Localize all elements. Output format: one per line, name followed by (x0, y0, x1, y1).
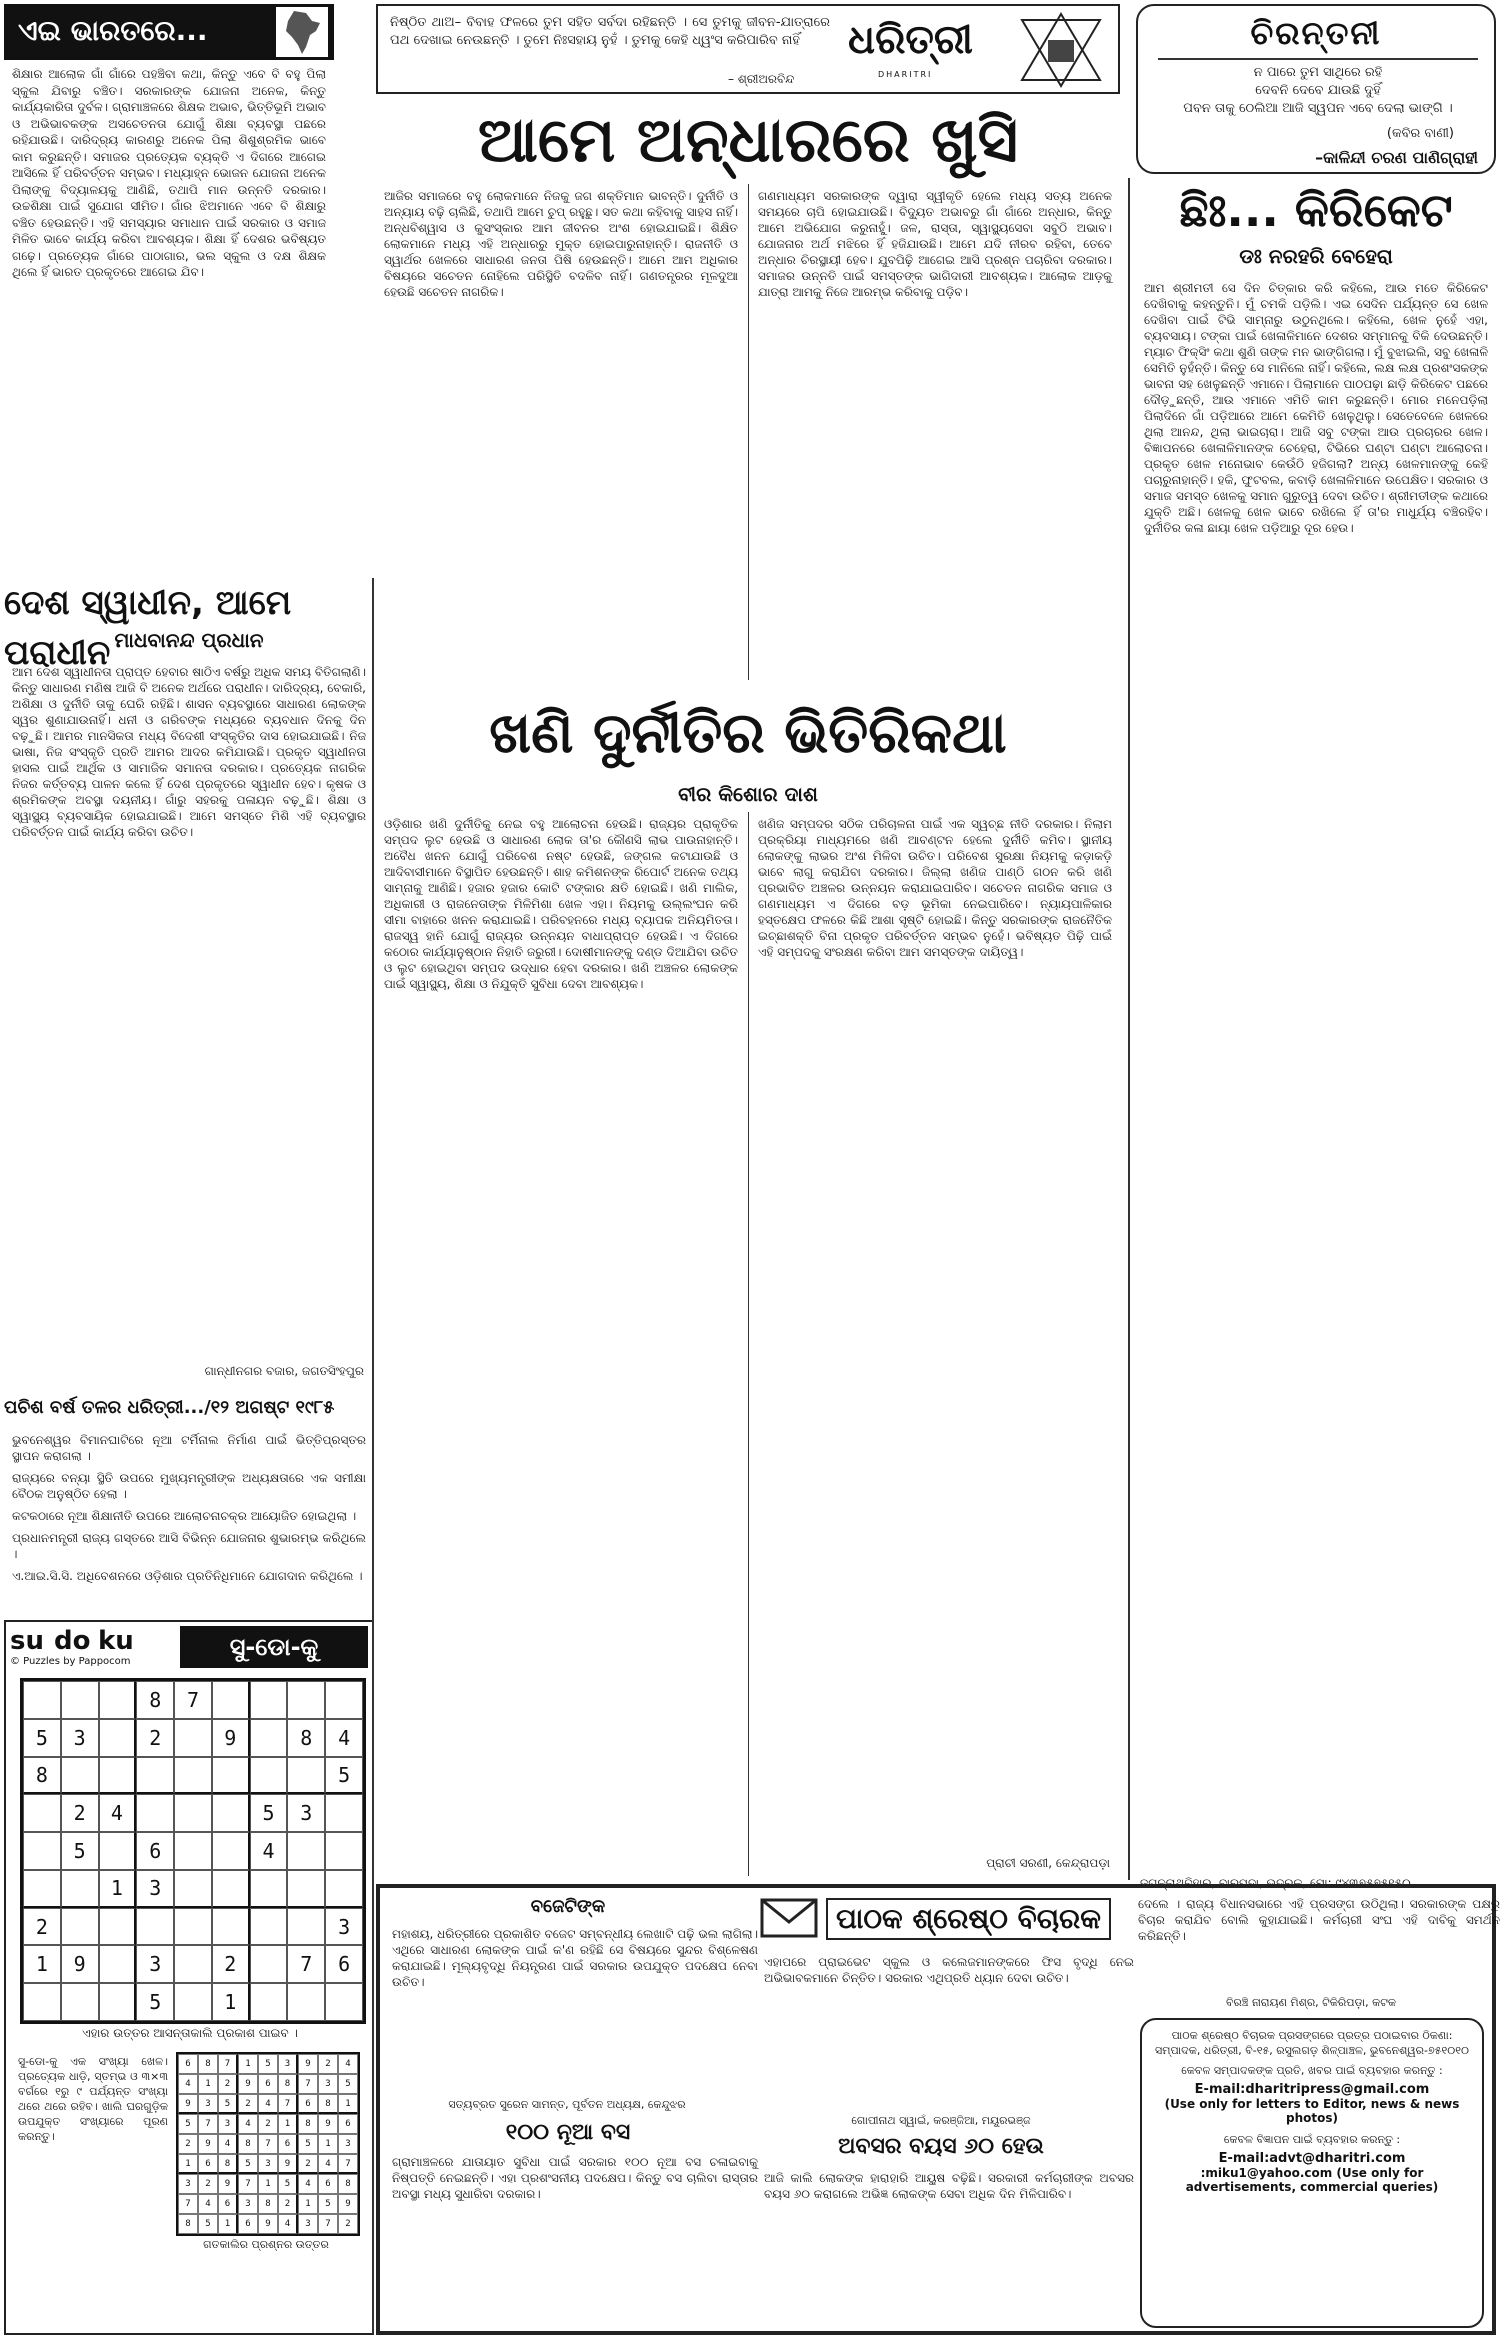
khani-author: ବୀର କିଶୋର ଦାଶ (678, 782, 818, 806)
sudoku-prev-cell: 4 (218, 2134, 238, 2154)
sudoku-prev-cell: 2 (238, 2094, 258, 2114)
sudoku-cell (99, 1719, 137, 1757)
sudoku-cell (174, 1757, 212, 1795)
khani-col1: ଓଡ଼ିଶାର ଖଣି ଦୁର୍ନୀତିକୁ ନେଇ ବହୁ ଆଲୋଚନା ହେଉଛି। ରାଜ୍ୟର ପ୍ରାକୃତିକ ସମ୍ପଦ ଲୁଟ ହେଉଛି ଓ ସାଧାରଣ ଲୋକ ତା'ର କୌଣସି ଲାଭ ପାଉନାହାନ୍ତି। ଅବୈଧ ଖନନ ଯୋଗୁଁ ପରିବେଶ ନଷ୍ଟ ହେଉଛି, ଜଙ୍ଗଲ କଟାଯାଉଛି ଓ ଆଦିବାସୀମାନେ ବିସ୍ଥାପିତ ହେଉଛନ୍ତି। ଶାହ କମିଶନଙ୍କ ରିପୋର୍ଟ ଅନେକ ତଥ୍ୟ ସାମ୍ନାକୁ ଆଣିଛି। ହଜାର ହଜାର କୋଟି ଟଙ୍କାର କ୍ଷତି ହୋଇଛି। ଖଣି ମାଲିକ, ଅଧିକାରୀ ଓ ରାଜନେତାଙ୍କ ମିଳିମିଶା ଖେଳ ଏହା। ନିୟମକୁ ଉଲ୍ଲଂଘନ କରି ସୀମା ବାହାରେ ଖନନ କରାଯାଇଛି। ପରିବହନରେ ମଧ୍ୟ ବ୍ୟାପକ ଅନିୟମିତତା। ରାଜସ୍ୱ ହାନି ଯୋଗୁଁ ରାଜ୍ୟର ଉନ୍ନୟନ ବାଧାପ୍ରାପ୍ତ ହେଉଛି। ଏ ଦିଗରେ କଠୋର କାର୍ଯ୍ୟାନୁଷ୍ଠାନ ନିହାତି ଜରୁରୀ। ଦୋଷୀମାନଙ୍କୁ ଦଣ୍ଡ ଦିଆଯିବା ଉଚିତ ଓ ଲୁଟ ହୋଇଥିବା ସମ୍ପଦ ଉଦ୍ଧାର ହେବା ଦରକାର। ଖଣି ଅଞ୍ଚଳର ଲୋକଙ୍କ ପାଇଁ ସ୍ୱାସ୍ଥ୍ୟ, ଶିକ୍ଷା ଓ ନିଯୁକ୍ତି ସୁବିଧା ଦେବା ଆବଶ୍ୟକ। (384, 817, 738, 991)
pachisa-item: ଏ.ଆଇ.ସି.ସି. ଅଧିବେଶନରେ ଓଡ଼ିଶାର ପ୍ରତିନିଧିମାନେ ଯୋଗଦାନ କରିଥିଲେ । (12, 1569, 363, 1583)
left-banner-header (4, 4, 334, 60)
sudoku-cell: 9 (212, 1719, 250, 1757)
sudoku-cell (287, 1832, 325, 1870)
sudoku-cell (287, 1870, 325, 1908)
sudoku-prev-cell: 8 (278, 2074, 298, 2094)
sudoku-cell: 2 (136, 1719, 174, 1757)
desh-headline: ଦେଶ ସ୍ୱାଧୀନ, ଆମେ ପରାଧୀନ (4, 583, 292, 673)
sudoku-prev-cell: 1 (278, 2114, 298, 2134)
pachisa-title: ପଚିଶ ବର୍ଷ ତଳର ଧରିତ୍ରୀ.../୧୨ ଅଗଷ୍ଟ ୧୯୮୫ (4, 1397, 335, 1418)
chirantani-poem: ନ ପାରେ ତୁମ ସାଥିରେ ରହି ଦେବନି ଦେବେ ଯାଉଛି ଦୁହିଁ ପବନ ତାକୁ ଠେଲିଆ ଆଜି ସ୍ୱପନ ଏବେ ଦେଲା ଭାଙ୍ଗି । (1183, 65, 1453, 116)
sudoku-cell (287, 1908, 325, 1946)
sudoku-cell (174, 1794, 212, 1832)
sudoku-prev-cell: 7 (218, 2054, 238, 2074)
sudoku-prev-cell: 7 (318, 2214, 338, 2234)
sudoku-grid (20, 1678, 366, 2024)
sudoku-answer-caption: ଏହାର ଉତ୍ତର ଆସନ୍ତାକାଲି ପ୍ରକାଶ ପାଇବ । (82, 2026, 298, 2040)
sudoku-prev-grid (176, 2052, 360, 2236)
sudoku-prev-cell: 7 (198, 2114, 218, 2134)
sudoku-prev-cell: 1 (298, 2194, 318, 2214)
sudoku-prev-cell: 3 (298, 2214, 318, 2234)
sudoku-prev-cell: 7 (338, 2154, 358, 2174)
sudoku-prev-cell: 5 (218, 2094, 238, 2114)
sudoku-cell: 2 (61, 1794, 99, 1832)
sudoku-cell (174, 1870, 212, 1908)
sudoku-cell: 3 (287, 1794, 325, 1832)
sudoku-prev-cell: 6 (258, 2074, 278, 2094)
letter3-body: ଏହାପରେ ପ୍ରାଇଭେଟ ସ୍କୁଲ ଓ କଲେଜମାନଙ୍କରେ ଫିସ ବୃଦ୍ଧି ନେଇ ଅଭିଭାବକମାନେ ଚିନ୍ତିତ। ସରକାର ଏଥିପ୍ରତି ଧ୍ୟାନ ଦେବା ଉଚିତ। (764, 1955, 1134, 1985)
sudoku-cell (136, 1757, 174, 1795)
letters-title: ପାଠକ ଶ୍ରେଷ୍ଠ ବିଚାରକ (826, 1898, 1111, 1940)
sudoku-prev-cell: 2 (198, 2174, 218, 2194)
sudoku-box (4, 1620, 374, 2335)
sudoku-cell (23, 1794, 61, 1832)
sudoku-cell (287, 1757, 325, 1795)
sudoku-prev-cell: 6 (338, 2114, 358, 2134)
pachisa-item: ରାଜ୍ୟରେ ବନ୍ୟା ସ୍ଥିତି ଉପରେ ମୁଖ୍ୟମନ୍ତ୍ରୀଙ୍କ ଅଧ୍ୟକ୍ଷତାରେ ଏକ ସମୀକ୍ଷା ବୈଠକ ଅନୁଷ୍ଠିତ ହେଲା । (12, 1471, 366, 1501)
desh-body: ଆମ ଦେଶ ସ୍ୱାଧୀନତା ପ୍ରାପ୍ତ ହେବାର ଷାଠିଏ ବର୍ଷରୁ ଅଧିକ ସମୟ ବିତିଗଲାଣି। କିନ୍ତୁ ସାଧାରଣ ମଣିଷ ଆଜି ବି ଅନେକ ଅର୍ଥରେ ପରାଧୀନ। ଦାରିଦ୍ର୍ୟ, ବେକାରି, ଅଶିକ୍ଷା ଓ ଦୁର୍ନୀତି ତାକୁ ଘେରି ରହିଛି। ଶାସନ ବ୍ୟବସ୍ଥାରେ ସାଧାରଣ ଲୋକଙ୍କ ସ୍ୱର ଶୁଣାଯାଉନାହିଁ। ଧନୀ ଓ ଗରିବଙ୍କ ମଧ୍ୟରେ ବ୍ୟବଧାନ ଦିନକୁ ଦିନ ବଢ଼ୁଛି। ଆମର ମାନସିକତା ମଧ୍ୟ ବିଦେଶୀ ସଂସ୍କୃତିର ଦାସ ହୋଇଯାଇଛି। ନିଜ ଭାଷା, ନିଜ ସଂସ୍କୃତି ପ୍ରତି ଆମର ଆଦର କମିଯାଉଛି। ପ୍ରକୃତ ସ୍ୱାଧୀନତା ହାସଲ ପାଇଁ ଆର୍ଥିକ ଓ ସାମାଜିକ ସମାନତା ଦରକାର। ପ୍ରତ୍ୟେକ ନାଗରିକ ନିଜର କର୍ତ୍ତବ୍ୟ ପାଳନ କଲେ ହିଁ ଦେଶ ପ୍ରକୃତରେ ସ୍ୱାଧୀନ ହେବ। କୃଷକ ଓ ଶ୍ରମିକଙ୍କ ଅବସ୍ଥା ଦୟନୀୟ। ଗାଁରୁ ସହରକୁ ପଳାୟନ ବଢ଼ୁଛି। ଶିକ୍ଷା ଓ ସ୍ୱାସ୍ଥ୍ୟ ବ୍ୟବସାୟିକ ହୋଇଯାଇଛି। ଆମେ ସମସ୍ତେ ମିଶି ଏହି ବ୍ୟବସ୍ଥାର ପରିବର୍ତ୍ତନ ପାଇଁ କାର୍ଯ୍ୟ କରିବା ଉଚିତ। (12, 665, 366, 839)
sudoku-prev-cell: 1 (198, 2074, 218, 2094)
sudoku-prev-cell: 2 (318, 2054, 338, 2074)
sudoku-prev-cell: 7 (278, 2094, 298, 2114)
sudoku-cell (61, 1983, 99, 2021)
sudoku-title-bar (10, 1626, 368, 1670)
sudoku-prev-cell: 9 (238, 2074, 258, 2094)
sudoku-prev-cell: 8 (198, 2054, 218, 2074)
sudoku-prev-cell: 1 (218, 2214, 238, 2234)
sudoku-cell: 5 (250, 1794, 288, 1832)
sudoku-cell (61, 1681, 99, 1719)
chhi-headline: ଛିଃ... କିରିକେଟ (1179, 183, 1453, 237)
sudoku-cell (174, 1983, 212, 2021)
sudoku-prev-cell: 6 (198, 2154, 218, 2174)
sudoku-prev-cell: 1 (238, 2054, 258, 2074)
sudoku-prev-cell: 8 (218, 2154, 238, 2174)
contact-email1[interactable]: E-mail:dharitripress@gmail.com (1194, 2082, 1430, 2097)
pachisa-item: ଭୁବନେଶ୍ୱର ବିମାନଘାଟିରେ ନୂଆ ଟର୍ମିନାଲ ନିର୍ମାଣ ପାଇଁ ଭିତ୍ତିପ୍ରସ୍ତର ସ୍ଥାପନ କରାଗଲା । (12, 1433, 366, 1463)
sudoku-prev-cell: 1 (258, 2174, 278, 2194)
sudoku-cell (250, 1757, 288, 1795)
sudoku-title-do: do (54, 1626, 91, 1656)
sudoku-cell: 1 (212, 1983, 250, 2021)
main-headline: ଆମେ ଅନ୍ଧାରରେ ଖୁସି (477, 103, 1019, 176)
sudoku-prev-cell: 4 (318, 2154, 338, 2174)
letters-header (760, 1894, 1120, 1944)
sudoku-cell (250, 1719, 288, 1757)
sudoku-cell (250, 1681, 288, 1719)
sudoku-prev-cell: 8 (298, 2114, 318, 2134)
sudoku-prev-cell: 6 (218, 2194, 238, 2214)
sudoku-prev-cell: 9 (278, 2154, 298, 2174)
sudoku-cell: 4 (99, 1794, 137, 1832)
sudoku-prev-cell: 5 (298, 2134, 318, 2154)
star-emblem-icon (1018, 12, 1104, 88)
india-map-icon (276, 7, 328, 57)
left-banner-title: ଏଇ ଭାରତରେ... (18, 14, 208, 47)
sudoku-cell: 5 (61, 1832, 99, 1870)
khani-col2: ଖଣିଜ ସମ୍ପଦର ସଠିକ ପରିଚାଳନା ପାଇଁ ଏକ ସ୍ୱଚ୍ଛ ନୀତି ଦରକାର। ନିଲାମ ପ୍ରକ୍ରିୟା ମାଧ୍ୟମରେ ଖଣି ଆବଣ୍ଟନ ହେଲେ ଦୁର୍ନୀତି କମିବ। ସ୍ଥାନୀୟ ଲୋକଙ୍କୁ ଲାଭର ଅଂଶ ମିଳିବା ଉଚିତ। ପରିବେଶ ସୁରକ୍ଷା ନିୟମକୁ କଡ଼ାକଡ଼ି ଭାବେ ଲାଗୁ କରାଯିବା ଦରକାର। ଜିଲ୍ଲା ଖଣିଜ ପାଣ୍ଠି ଗଠନ କରି ଖଣି ପ୍ରଭାବିତ ଅଞ୍ଚଳର ଉନ୍ନୟନ କରାଯାଇପାରିବ। ସଚେତନ ନାଗରିକ ସମାଜ ଓ ଗଣମାଧ୍ୟମ ଏ ଦିଗରେ ବଡ଼ ଭୂମିକା ନେଇପାରିବେ। ନ୍ୟାୟପାଳିକାର ହସ୍ତକ୍ଷେପ ଫଳରେ କିଛି ଆଶା ସୃଷ୍ଟି ହୋଇଛି। କିନ୍ତୁ ସରକାରଙ୍କ ରାଜନୈତିକ ଇଚ୍ଛାଶକ୍ତି ବିନା ପ୍ରକୃତ ପରିବର୍ତ୍ତନ ସମ୍ଭବ ନୁହେଁ। ଭବିଷ୍ୟତ ପିଢ଼ି ପାଇଁ ଏହି ସମ୍ପଦକୁ ସଂରକ୍ଷଣ କରିବା ଆମ ସମସ୍ତଙ୍କ ଦାୟିତ୍ୱ। (758, 817, 1112, 959)
left-banner-article: ଶିକ୍ଷାର ଆଲୋକ ଗାଁ ଗାଁରେ ପହଞ୍ଚିବା କଥା, କିନ୍ତୁ ଏବେ ବି ବହୁ ପିଲା ସ୍କୁଲ ଯିବାରୁ ବଞ୍ଚିତ। ସରକାରଙ୍କ ଯୋଜନା ଅନେକ, କିନ୍ତୁ କାର୍ଯ୍ୟକାରିତା ଦୁର୍ବଳ। ଗ୍ରାମାଞ୍ଚଳରେ ଶିକ୍ଷକ ଅଭାବ, ଭିତ୍ତିଭୂମି ଅଭାବ ଓ ଅଭିଭାବକଙ୍କ ଅସଚେତନତା ଯୋଗୁଁ ଶିକ୍ଷା ବ୍ୟବସ୍ଥା ପଛରେ ରହିଯାଉଛି। ଦାରିଦ୍ର୍ୟ କାରଣରୁ ଅନେକ ପିଲା ଶିଶୁଶ୍ରମିକ ଭାବେ କାମ କରୁଛନ୍ତି। ସମାଜର ପ୍ରତ୍ୟେକ ବ୍ୟକ୍ତି ଏ ଦିଗରେ ଆଗେଇ ଆସିଲେ ହିଁ ପରିବର୍ତ୍ତନ ସମ୍ଭବ। ମଧ୍ୟାହ୍ନ ଭୋଜନ ଯୋଜନା ଅନେକ ପିଲାଙ୍କୁ ବିଦ୍ୟାଳୟକୁ ଆଣିଛି, ତଥାପି ମାନ ଉନ୍ନତି ଦରକାର। ଉଚ୍ଚଶିକ୍ଷା ପାଇଁ ସୁଯୋଗ ସୀମିତ। ଗାଁର ଝିଅମାନେ ଏବେ ବି ଶିକ୍ଷାରୁ ବଞ୍ଚିତ ହେଉଛନ୍ତି। ଏହି ସମସ୍ୟାର ସମାଧାନ ପାଇଁ ସରକାର ଓ ସମାଜ ମିଳିତ ଭାବେ କାର୍ଯ୍ୟ କରିବା ଆବଶ୍ୟକ। ଶିକ୍ଷା ହିଁ ଦେଶର ଭବିଷ୍ୟତ ଗଢ଼େ। ପ୍ରତ୍ୟେକ ଗାଁରେ ପାଠାଗାର, ଭଲ ସ୍କୁଲ ଓ ଦକ୍ଷ ଶିକ୍ଷକ ଥିଲେ ହିଁ ଭାରତ ପ୍ରକୃତରେ ଆଗେଇ ଯିବ। (12, 67, 326, 279)
sudoku-prev-cell: 3 (338, 2134, 358, 2154)
sudoku-cell (23, 1681, 61, 1719)
sudoku-prev-cell: 3 (238, 2194, 258, 2214)
envelope-icon (760, 1896, 820, 1940)
khani-headline: ଖଣି ଦୁର୍ନୀତିର ଭିତିରିକଥା (489, 701, 1007, 766)
sudoku-prev-cell: 8 (258, 2194, 278, 2214)
sudoku-title-su: su (10, 1626, 44, 1656)
sudoku-cell (250, 1870, 288, 1908)
sudoku-cell (325, 1681, 363, 1719)
sudoku-prev-cell: 1 (178, 2154, 198, 2174)
sudoku-cell: 8 (23, 1757, 61, 1795)
sudoku-prev-cell: 1 (318, 2134, 338, 2154)
desh-author: ମାଧବାନନ୍ଦ ପ୍ରଧାନ (114, 628, 264, 652)
sudoku-prev-cell: 2 (178, 2134, 198, 2154)
sudoku-cell (61, 1908, 99, 1946)
sudoku-cell (174, 1908, 212, 1946)
sudoku-cell (136, 1908, 174, 1946)
sudoku-prev-cell: 5 (318, 2194, 338, 2214)
sudoku-cell (325, 1870, 363, 1908)
sudoku-cell: 2 (23, 1908, 61, 1946)
chhi-body: ଆମ ଶ୍ରୀମତୀ ସେ ଦିନ ଚିତ୍କାର କରି କହିଲେ, ଆଉ ମତେ କିରିକେଟ ଦେଖିବାକୁ କହନ୍ତୁନି। ମୁଁ ଚମକି ପଡ଼ିଲି। ଏଇ ସେଦିନ ପର୍ଯ୍ୟନ୍ତ ସେ ଖେଳ ଦେଖିବା ପାଇଁ ଟିଭି ସାମ୍ନାରୁ ଉଠୁନଥିଲେ। କହିଲେ, ଖେଳ ନୁହେଁ ଏହା, ବ୍ୟବସାୟ। ଟଙ୍କା ପାଇଁ ଖେଳାଳିମାନେ ଦେଶର ସମ୍ମାନକୁ ବିକି ଦେଉଛନ୍ତି। ମ୍ୟାଚ ଫିକ୍ସିଂ କଥା ଶୁଣି ତାଙ୍କ ମନ ଭାଙ୍ଗିଗଲା। ମୁଁ ବୁଝାଇଲି, ସବୁ ଖେଳାଳି ସେମିତି ନୁହଁନ୍ତି। କିନ୍ତୁ ସେ ମାନିଲେ ନାହିଁ। କହିଲେ, ଲକ୍ଷ ଲକ୍ଷ ପ୍ରଶଂସକଙ୍କ ଭାବନା ସହ ଖେଳୁଛନ୍ତି ଏମାନେ। ପିଲାମାନେ ପାଠପଢ଼ା ଛାଡ଼ି କିରିକେଟ ପଛରେ ଦୌଡ଼ୁଛନ୍ତି, ଆଉ ଏମାନେ ଏମିତି କାମ କରୁଛନ୍ତି। ମୋର ମନେପଡ଼ିଲା ପିଲାଦିନେ ଗାଁ ପଡ଼ିଆରେ ଆମେ କେମିତି ଖେଳୁଥିଲୁ। ସେତେବେଳେ ଖେଳରେ ଥିଲା ଆନନ୍ଦ, ଥିଲା ଭାଇଚାରା। ଆଜି ସବୁ ଟଙ୍କା ଆଉ ପ୍ରଚାରର ଖେଳ। ବିଜ୍ଞାପନରେ ଖେଳାଳିମାନଙ୍କ ଚେହେରା, ଟିଭିରେ ଘଣ୍ଟା ଘଣ୍ଟା ଆଲୋଚନା। ପ୍ରକୃତ ଖେଳ ମନୋଭାବ କେଉଁଠି ହଜିଗଲା? ଅନ୍ୟ ଖେଳମାନଙ୍କୁ କେହି ପଚାରୁନାହାନ୍ତି। ହକି, ଫୁଟବଲ, କବାଡ଼ି ଖେଳାଳିମାନେ ଉପେକ୍ଷିତ। ସରକାର ଓ ସମାଜ ସମସ୍ତ ଖେଳକୁ ସମାନ ଗୁରୁତ୍ୱ ଦେବା ଉଚିତ। ଶ୍ରୀମତୀଙ୍କ କଥାରେ ଯୁକ୍ତି ଅଛି। ଖେଳକୁ ଖେଳ ଭାବେ ରଖିଲେ ହିଁ ତା'ର ମାଧୁର୍ଯ୍ୟ ବଞ୍ଚିରହିବ। ଦୁର୍ନୀତିର କଳା ଛାୟା ଖେଳ ପଡ଼ିଆରୁ ଦୂର ହେଉ। (1144, 281, 1488, 535)
sudoku-prev-cell: 6 (238, 2214, 258, 2234)
chhi-author: ଡଃ ନରହରି ବେହେରା (1239, 244, 1393, 268)
sudoku-cell (250, 1908, 288, 1946)
sudoku-cell (23, 1983, 61, 2021)
sudoku-prev-cell: 2 (338, 2214, 358, 2234)
sudoku-prev-cell: 8 (238, 2134, 258, 2154)
sudoku-prev-cell: 1 (338, 2094, 358, 2114)
letter1-body: ମହାଶୟ, ଧରିତ୍ରୀରେ ପ୍ରକାଶିତ ବଜେଟ ସମ୍ବନ୍ଧୀୟ ଲେଖାଟି ପଢ଼ି ଭଲ ଲାଗିଲା। ଏଥିରେ ସାଧାରଣ ଲୋକଙ୍କ ପାଇଁ କ'ଣ ରହିଛି ସେ ବିଷୟରେ ସୁନ୍ଦର ବିଶ୍ଳେଷଣ କରାଯାଇଛି। ମୂଲ୍ୟବୃଦ୍ଧି ନିୟନ୍ତ୍ରଣ ପାଇଁ ସରକାର ଉପଯୁକ୍ତ ପଦକ୍ଷେପ ନେବା ଉଚିତ। (392, 1927, 758, 1989)
sudoku-cell: 6 (325, 1945, 363, 1983)
sudoku-prev-cell: 9 (258, 2214, 278, 2234)
sudoku-prev-cell: 8 (338, 2174, 358, 2194)
chirantani-author: –କାଳିନ୍ଦୀ ଚରଣ ପାଣିଗ୍ରାହୀ (1315, 148, 1478, 167)
sudoku-prev-cell: 4 (278, 2214, 298, 2234)
sudoku-cell (99, 1945, 137, 1983)
contact-email3[interactable]: :miku1@yahoo.com (Use only for (1200, 2166, 1424, 2180)
contact-email3-note: advertisements, commercial queries) (1185, 2180, 1439, 2194)
sudoku-cell (212, 1794, 250, 1832)
sudoku-cell (325, 1832, 363, 1870)
sudoku-prev-cell: 3 (218, 2114, 238, 2134)
sudoku-prev-cell: 9 (338, 2194, 358, 2214)
sudoku-cell: 8 (287, 1719, 325, 1757)
sudoku-prev-cell: 9 (318, 2114, 338, 2134)
sudoku-prev-cell: 2 (298, 2154, 318, 2174)
sudoku-prev-cell: 5 (198, 2214, 218, 2234)
sudoku-prev-cell: 2 (218, 2074, 238, 2094)
sudoku-prev-cell: 9 (218, 2174, 238, 2194)
sudoku-cell: 7 (287, 1945, 325, 1983)
sudoku-prev-cell: 7 (298, 2074, 318, 2094)
sudoku-cell: 1 (23, 1945, 61, 1983)
sudoku-cell: 9 (61, 1945, 99, 1983)
sudoku-prev-cell: 4 (338, 2054, 358, 2074)
sudoku-cell (287, 1681, 325, 1719)
sudoku-cell: 8 (136, 1681, 174, 1719)
masthead (376, 4, 1120, 94)
sudoku-prev-cell: 5 (178, 2114, 198, 2134)
contact-email2[interactable]: E-mail:advt@dharitri.com (1218, 2151, 1406, 2166)
sudoku-cell: 5 (325, 1757, 363, 1795)
pachisa-item: କଟକଠାରେ ନୂଆ ଶିକ୍ଷାନୀତି ଉପରେ ଆଲୋଚନାଚକ୍ର ଆୟୋଜିତ ହୋଇଥିଲା । (12, 1509, 357, 1523)
sudoku-prev-cell: 3 (278, 2054, 298, 2074)
sudoku-cell: 1 (99, 1870, 137, 1908)
masthead-logo: ଧରିତ୍ରୀ (848, 16, 973, 63)
sudoku-credit: © Puzzles by Pappocom (10, 1656, 131, 1667)
sudoku-prev-cell: 3 (178, 2174, 198, 2194)
sudoku-prev-cell: 4 (178, 2074, 198, 2094)
sudoku-title-ku: ku (98, 1626, 134, 1656)
sudoku-prev-cell: 9 (178, 2094, 198, 2114)
sudoku-cell (250, 1945, 288, 1983)
sudoku-prev-cell: 5 (238, 2154, 258, 2174)
sudoku-prev-cell: 4 (298, 2174, 318, 2194)
pachisa-item: ପ୍ରଧାନମନ୍ତ୍ରୀ ରାଜ୍ୟ ଗସ୍ତରେ ଆସି ବିଭିନ୍ନ ଯୋଜନାର ଶୁଭାରମ୍ଭ କରିଥିଲେ । (12, 1531, 366, 1561)
sudoku-cell: 6 (136, 1832, 174, 1870)
sudoku-cell (23, 1870, 61, 1908)
sudoku-prev-cell: 5 (278, 2174, 298, 2194)
sudoku-prev-cell: 4 (238, 2114, 258, 2134)
chirantani-title: ଚିରନ୍ତନୀ (1250, 14, 1382, 52)
sudoku-cell: 3 (325, 1908, 363, 1946)
sudoku-cell (212, 1908, 250, 1946)
sudoku-cell: 7 (174, 1681, 212, 1719)
sudoku-prev-cell: 6 (278, 2134, 298, 2154)
sudoku-prev-caption: ଗତକାଲିର ପ୍ରଶ୍ନର ଉତ୍ତର (203, 2238, 329, 2251)
sudoku-prev-cell: 6 (178, 2054, 198, 2074)
sudoku-cell: 2 (212, 1945, 250, 1983)
pachisa-list (4, 1428, 374, 1616)
sudoku-cell (99, 1681, 137, 1719)
sudoku-prev-cell: 2 (278, 2194, 298, 2214)
chirantani-box (1136, 4, 1496, 174)
sudoku-prev-cell: 2 (258, 2114, 278, 2134)
masthead-quote: ନିଷ୍ଠିତ ଥାଅ– ବିବାହ ଫଳରେ ତୁମ ସହିତ ସର୍ବଦା ରହିଛନ୍ତି । ସେ ତୁମକୁ ଜୀବନ-ଯାତ୍ରାରେ ପଥ ଦେଖାଇ ନେଉଛନ୍ତି । ତୁମେ ନିଃସହାୟ ନୁହଁ । ତୁମକୁ କେହି ଧ୍ୱଂସ କରିପାରିବ ନାହିଁ (390, 15, 830, 48)
sudoku-prev-cell: 9 (298, 2054, 318, 2074)
sudoku-cell (174, 1945, 212, 1983)
masthead-logo-sub: DHARITRI (878, 70, 933, 79)
contact-email1-note: (Use only for letters to Editor, news & news photos) (1164, 2097, 1460, 2125)
sudoku-cell (174, 1719, 212, 1757)
sudoku-cell (23, 1832, 61, 1870)
sudoku-cell: 5 (136, 1983, 174, 2021)
sudoku-cell: 3 (61, 1719, 99, 1757)
sudoku-cell: 4 (325, 1719, 363, 1757)
sudoku-cell (325, 1983, 363, 2021)
letter2-title: ୧୦୦ ନୂଆ ବସ (505, 2120, 631, 2145)
letters-section (376, 1884, 1500, 2335)
contact-ad-note: କେବଳ ବିଜ୍ଞାପନ ପାଇଁ ବ୍ୟବହାର କରନ୍ତୁ : (1223, 2133, 1401, 2146)
sudoku-cell (212, 1757, 250, 1795)
sudoku-prev-cell: 3 (198, 2094, 218, 2114)
chirantani-source: (କବିର ବାଣୀ) (1386, 126, 1454, 141)
letter2-body: ଗ୍ରାମାଞ୍ଚଳରେ ଯାତାୟାତ ସୁବିଧା ପାଇଁ ସରକାର ୧୦୦ ନୂଆ ବସ ଚଳାଇବାକୁ ନିଷ୍ପତ୍ତି ନେଇଛନ୍ତି। ଏହା ପ୍ରଶଂସନୀୟ ପଦକ୍ଷେପ। କିନ୍ତୁ ବସ ଚାଲିବା ରାସ୍ତାର ଅବସ୍ଥା ମଧ୍ୟ ସୁଧାରିବା ଦରକାର। (392, 2155, 758, 2201)
sudoku-cell: 4 (250, 1832, 288, 1870)
sudoku-cell (212, 1870, 250, 1908)
sudoku-cell: 3 (136, 1870, 174, 1908)
sudoku-prev-cell: 5 (258, 2054, 278, 2074)
sudoku-prev-cell: 3 (318, 2074, 338, 2094)
sudoku-cell (325, 1794, 363, 1832)
letter4-title: ଅବସର ବୟସ ୬୦ ହେଉ (838, 2134, 1044, 2159)
sudoku-prev-cell: 7 (178, 2194, 198, 2214)
letter3-sign: ଗୋପୀନାଥ ସ୍ୱାଇଁ, କରଞ୍ଜିଆ, ମୟୂରଭଞ୍ଜ (851, 2114, 1031, 2127)
sudoku-cell (212, 1681, 250, 1719)
letter1-sign: ସତ୍ୟବ୍ରତ ସୁରେନ ସାମନ୍ତ, ପୂର୍ବତନ ଅଧ୍ୟକ୍ଷ, କେନ୍ଦୁଝର (448, 2098, 686, 2111)
sudoku-cell (287, 1983, 325, 2021)
sudoku-prev-cell: 4 (198, 2194, 218, 2214)
main-article-col2: ଗଣମାଧ୍ୟମ ସରକାରଙ୍କ ଦ୍ୱାରା ସ୍ୱୀକୃତି ହେଲେ ମଧ୍ୟ ସତ୍ୟ ଅନେକ ସମୟରେ ଚାପି ହୋଇଯାଉଛି। ବିଦ୍ୟୁତ ଅଭାବରୁ ଗାଁ ଗାଁରେ ଅନ୍ଧାର, କିନ୍ତୁ ଆମେ ଅଭିଯୋଗ କରୁନାହୁଁ। ଜଳ, ରାସ୍ତା, ସ୍ୱାସ୍ଥ୍ୟସେବା ସବୁଠି ଅଭାବ। ଯୋଜନାର ଅର୍ଥ ମଝିରେ ହିଁ ହଜିଯାଉଛି। ଆମେ ଯଦି ନୀରବ ରହିବା, ତେବେ ଅନ୍ଧାର ଚିରସ୍ଥାୟୀ ହେବ। ଯୁବପିଢ଼ି ଆଗେଇ ଆସି ପ୍ରଶ୍ନ ପଚାରିବା ଦରକାର। ସମାଜର ଉନ୍ନତି ପାଇଁ ସମସ୍ତଙ୍କ ଭାଗିଦାରୀ ଆବଶ୍ୟକ। ଆଲୋକ ଆଡ଼କୁ ଯାତ୍ରା ଆମକୁ ନିଜେ ଆରମ୍ଭ କରିବାକୁ ପଡ଼ିବ। (758, 189, 1112, 299)
sudoku-prev-cell: 6 (298, 2094, 318, 2114)
chhi-location: ଜଗନ୍ନାଥବିହାର, ବାରପଦା, ଭଦ୍ରକ, ମୋ: ୯୪୩୭୫୭୫୧୫୦ (1140, 1876, 1411, 1890)
sudoku-instructions: ସୁ-ଡୋ-କୁ ଏକ ସଂଖ୍ୟା ଖେଳ। ପ୍ରତ୍ୟେକ ଧାଡ଼ି, ସ୍ତମ୍ଭ ଓ ୩×୩ ବର୍ଗରେ ୧ରୁ ୯ ପର୍ଯ୍ୟନ୍ତ ସଂଖ୍ୟା ଥରେ ଥରେ ରହିବ। ଖାଲି ଘରଗୁଡ଼ିକ ଉପଯୁକ୍ତ ସଂଖ୍ୟାରେ ପୂରଣ କରନ୍ତୁ। (18, 2055, 168, 2143)
sudoku-prev-cell: 3 (258, 2154, 278, 2174)
masthead-quote-author: – ଶ୍ରୀଅରବିନ୍ଦ (728, 72, 795, 86)
desh-location: ଗାନ୍ଧୀନଗର ବଜାର, ଜଗତସିଂହପୁର (204, 1364, 364, 1378)
main-article-col1: ଆଜିର ସମାଜରେ ବହୁ ଲୋକମାନେ ନିଜକୁ ଜଗ ଶକ୍ତିମାନ ଭାବନ୍ତି। ଦୁର୍ନୀତି ଓ ଅନ୍ୟାୟ ବଢ଼ି ଚାଲିଛି, ତଥାପି ଆମେ ଚୁପ୍‌ ରହୁଛୁ। ସତ କଥା କହିବାକୁ ସାହସ ନାହିଁ। ଅନ୍ଧବିଶ୍ୱାସ ଓ କୁସଂସ୍କାର ଆମ ଜୀବନର ଅଂଶ ହୋଇଯାଇଛି। ଶିକ୍ଷିତ ଲୋକମାନେ ମଧ୍ୟ ଏହି ଅନ୍ଧାରରୁ ମୁକ୍ତ ହୋଇପାରୁନାହାନ୍ତି। ରାଜନୀତି ଓ ସ୍ୱାର୍ଥର ଖେଳରେ ସାଧାରଣ ଜନତା ପିଷି ହେଉଛନ୍ତି। ଆମେ ଆମ ଅଧିକାର ବିଷୟରେ ସଚେତନ ନୋହିଲେ ପରିସ୍ଥିତି ବଦଳିବ ନାହିଁ। ଗଣତନ୍ତ୍ରର ମୂଳଦୁଆ ହେଉଛି ସଚେତନ ନାଗରିକ। (384, 189, 738, 299)
letter1-title: ବଜେଟିଙ୍କ (530, 1896, 606, 1917)
sudoku-cell (212, 1832, 250, 1870)
sudoku-prev-cell: 8 (178, 2214, 198, 2234)
sudoku-cell (99, 1983, 137, 2021)
sudoku-cell (99, 1757, 137, 1795)
sudoku-prev-cell: 4 (258, 2094, 278, 2114)
sudoku-prev-cell: 7 (258, 2134, 278, 2154)
khani-location: ପ୍ରାଚୀ ସରଣୀ, କେନ୍ଦ୍ରାପଡ଼ା (986, 1856, 1110, 1870)
sudoku-cell: 5 (23, 1719, 61, 1757)
sudoku-cell (61, 1757, 99, 1795)
sudoku-cell (136, 1794, 174, 1832)
sudoku-cell (61, 1870, 99, 1908)
letter5-body: ଦେଲେ । ରାଜ୍ୟ ବିଧାନସଭାରେ ଏହି ପ୍ରସଙ୍ଗ ଉଠିଥିଲା। ସରକାରଙ୍କ ପକ୍ଷରୁ ବିଚାର କରାଯିବ ବୋଲି କୁହାଯାଇଛି। କର୍ମଚାରୀ ସଂଘ ଏହି ଦାବିକୁ ସମର୍ଥନ କରିଛନ୍ତି। (1138, 1897, 1500, 1943)
sudoku-cell (99, 1832, 137, 1870)
sudoku-cell (250, 1983, 288, 2021)
letter4-body: ଆଜି କାଲି ଲୋକଙ୍କ ହାରାହାରି ଆୟୁଷ ବଢ଼ିଛି। ସରକାରୀ କର୍ମଚାରୀଙ୍କ ଅବସର ବୟସ ୬୦ କରାଗଲେ ଅଭିଜ୍ଞ ଲୋକଙ୍କ ସେବା ଅଧିକ ଦିନ ମିଳିପାରିବ। (764, 2171, 1134, 2201)
contact-note: କେବଳ ସମ୍ପାଦକଙ୍କ ପ୍ରତି, ଖବର ପାଇଁ ବ୍ୟବହାର କରନ୍ତୁ : (1181, 2064, 1443, 2077)
contact-box (1140, 2018, 1484, 2328)
sudoku-cell (99, 1908, 137, 1946)
contact-intro: ପାଠକ ଶ୍ରେଷ୍ଠ ବିଚାରକ ପ୍ରସଙ୍ଗରେ ପ୍ରତ୍ର ପଠାଇବାର ଠିକଣା: ସମ୍ପାଦକ, ଧରିତ୍ରୀ, ବି-୧୫, ରସୁଲଗଡ଼ ଶିଳ୍ପାଞ୍ଚଳ, ଭୁବନେଶ୍ୱର-୭୫୧୦୧୦ (1155, 2029, 1469, 2057)
sudoku-prev-cell: 7 (238, 2174, 258, 2194)
sudoku-cell: 3 (136, 1945, 174, 1983)
sudoku-title-or: ସୁ-ଡୋ-କୁ (180, 1626, 368, 1668)
sudoku-prev-cell: 6 (318, 2174, 338, 2194)
sudoku-cell (174, 1832, 212, 1870)
sudoku-prev-cell: 8 (318, 2094, 338, 2114)
sudoku-prev-cell: 5 (338, 2074, 358, 2094)
letter5-sign: ବିରଞ୍ଚି ନାରାୟଣ ମିଶ୍ର, ଟିକିରିପଡ଼ା, କଟକ (1225, 1996, 1397, 2009)
sudoku-prev-cell: 9 (198, 2134, 218, 2154)
